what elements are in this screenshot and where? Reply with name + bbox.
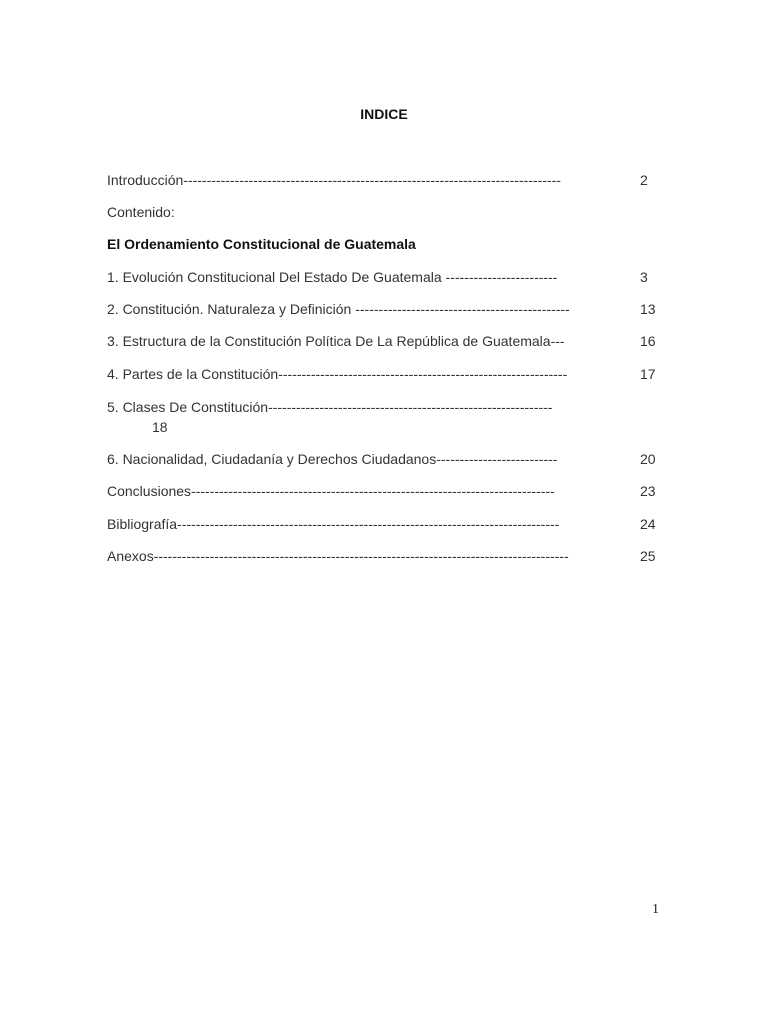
toc-page-6: 20 [640, 451, 656, 467]
footer-page-number: 1 [652, 902, 659, 917]
section-heading: El Ordenamiento Constitucional de Guatemala [107, 236, 416, 252]
toc-page-4: 17 [640, 366, 656, 382]
toc-entry-conclusiones: Conclusiones------------------------------------------------------------------------------ [107, 483, 555, 499]
toc-entry-6: 6. Nacionalidad, Ciudadanía y Derechos Ciudadanos-------------------------- [107, 451, 558, 467]
toc-page-2: 13 [640, 301, 656, 317]
contenido-label: Contenido: [107, 204, 175, 220]
toc-entry-2: 2. Constitución. Naturaleza y Definición ---------------------------------------------- [107, 301, 570, 317]
toc-entry-1: 1. Evolución Constitucional Del Estado De Guatemala ------------------------ [107, 269, 558, 285]
toc-page-anexos: 25 [640, 548, 656, 564]
toc-page-1: 3 [640, 269, 648, 285]
toc-page-introduccion: 2 [640, 172, 648, 188]
toc-entry-bibliografia: Bibliografía---------------------------------------------------------------------------------- [107, 516, 560, 532]
toc-entry-5: 5. Clases De Constitución------------------------------------------------------------- [107, 399, 553, 415]
toc-page-conclusiones: 23 [640, 483, 656, 499]
toc-page-3: 16 [640, 333, 656, 349]
page-title: INDICE [360, 106, 408, 122]
toc-entry-anexos: Anexos----------------------------------------------------------------------------------------- [107, 548, 569, 564]
toc-entry-introduccion: Introducción--------------------------------------------------------------------------------- [107, 172, 561, 188]
toc-page-5: 18 [152, 419, 168, 435]
toc-entry-3: 3. Estructura de la Constitución Política De La República de Guatemala--- [107, 333, 565, 349]
toc-entry-4: 4. Partes de la Constitución-------------------------------------------------------------- [107, 366, 568, 382]
toc-page-bibliografia: 24 [640, 516, 656, 532]
